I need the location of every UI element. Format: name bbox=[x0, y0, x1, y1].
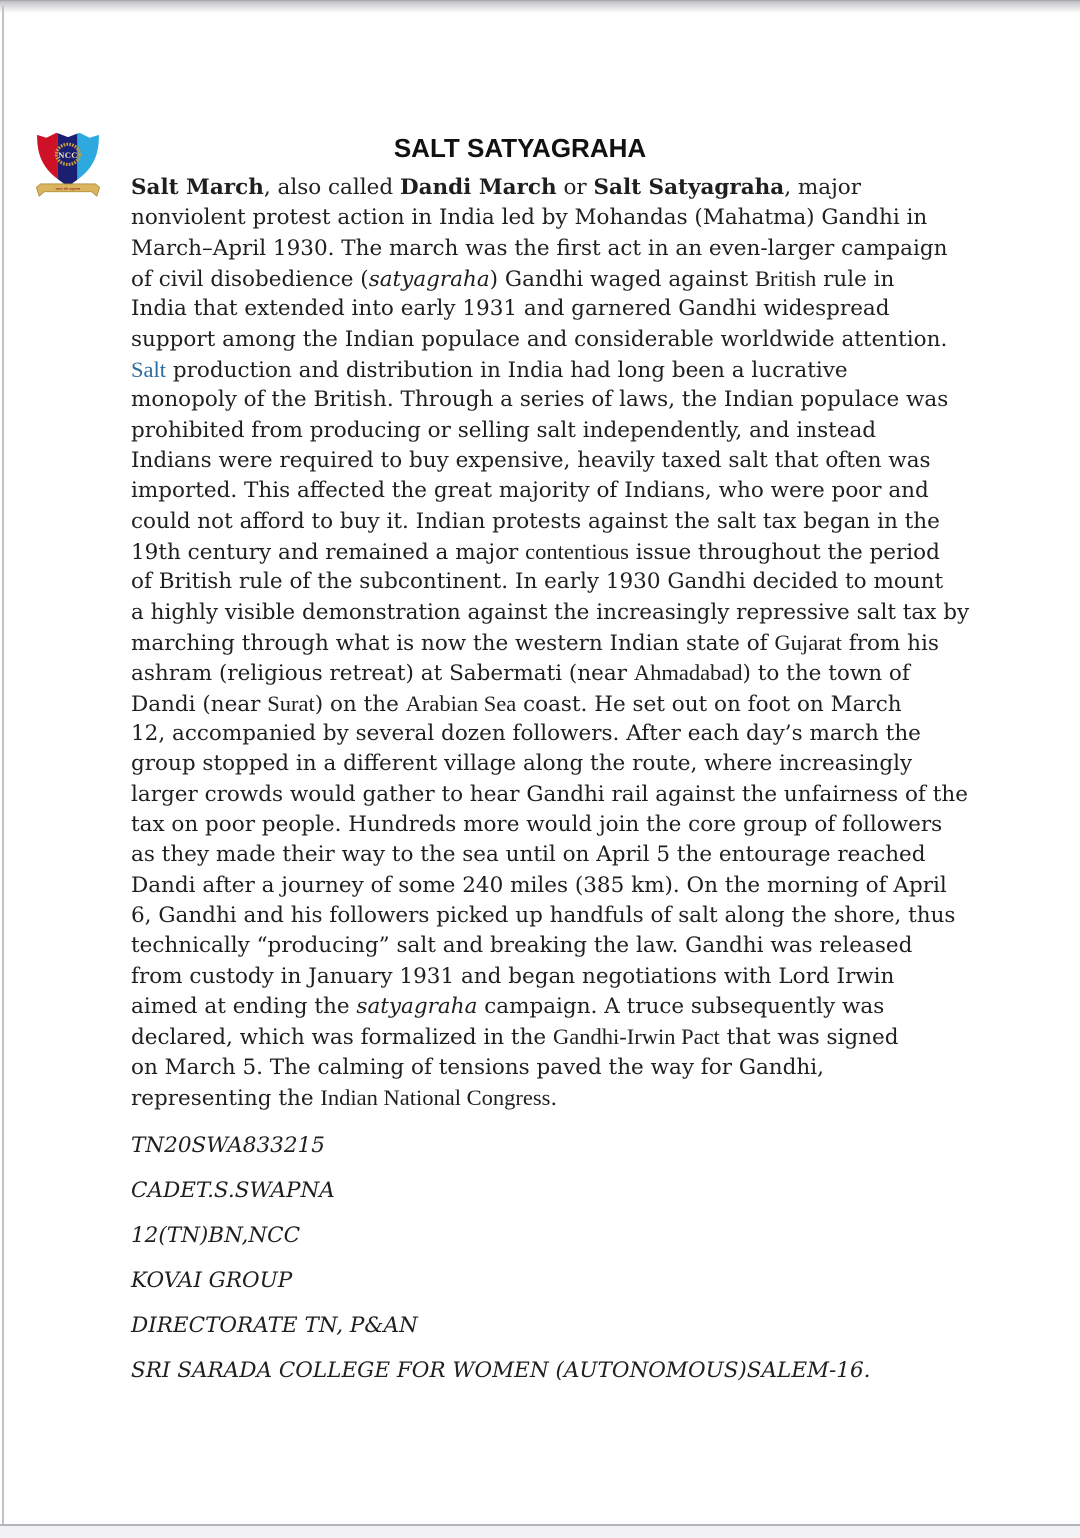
article-line bbox=[131, 931, 1061, 961]
page-top-edge bbox=[0, 0, 1080, 14]
article-line bbox=[131, 719, 1061, 749]
text-segment: Indian National Congress bbox=[320, 1084, 551, 1110]
ncc-shield bbox=[32, 127, 104, 193]
text-segment: Gujarat bbox=[774, 629, 842, 655]
article-line bbox=[131, 355, 1061, 385]
text-segment: could not afford to buy it. Indian protests against the salt tax began in the bbox=[131, 508, 940, 534]
article-line bbox=[131, 901, 1061, 931]
text-segment: ashram (religious retreat) at Sabermati (near bbox=[131, 661, 634, 687]
text-segment: or bbox=[556, 175, 594, 200]
text-segment: campaign. A truce subsequently was bbox=[477, 993, 885, 1019]
text-segment: nonviolent protest action in India led by Mohandas (Mahatma) Gandhi in bbox=[131, 205, 928, 231]
shield-red-stripe bbox=[32, 127, 58, 193]
text-segment: larger crowds would gather to hear Gandhi rail against the unfairness of the bbox=[131, 781, 968, 807]
article-line bbox=[131, 1022, 1061, 1052]
text-segment: ) to the town of bbox=[742, 661, 910, 687]
article-line bbox=[131, 689, 1061, 719]
text-segment: a highly visible demonstration against the increasingly repressive salt tax by bbox=[131, 599, 970, 625]
text-segment: tax on poor people. Hundreds more would join the core group of followers bbox=[131, 811, 943, 837]
article-line bbox=[131, 234, 1061, 264]
text-segment: rule in bbox=[816, 266, 895, 292]
text-segment: ) Gandhi waged against bbox=[489, 266, 755, 292]
text-segment: prohibited from producing or selling salt independently, and instead bbox=[131, 417, 877, 443]
article-line bbox=[131, 446, 1061, 476]
article-line bbox=[131, 537, 1061, 567]
article-line bbox=[131, 325, 1061, 355]
text-segment: declared, which was formalized in the bbox=[131, 1025, 553, 1051]
article-line bbox=[131, 658, 1061, 688]
text-segment: Ahmadabad bbox=[633, 660, 743, 686]
text-segment: coast. He set out on foot on March bbox=[516, 691, 902, 717]
text-segment: support among the Indian populace and considerable worldwide attention. bbox=[131, 326, 948, 352]
article-line bbox=[131, 476, 1061, 506]
credit-line: KOVAI GROUP bbox=[131, 1268, 293, 1293]
text-segment: Arabian Sea bbox=[405, 690, 517, 716]
text-segment: British bbox=[755, 265, 817, 291]
text-segment: , major bbox=[784, 175, 861, 200]
article-line bbox=[131, 416, 1061, 446]
text-segment: representing the bbox=[131, 1085, 321, 1111]
text-segment: contentious bbox=[525, 538, 629, 564]
text-segment: India that extended into early 1931 and garnered Gandhi widespread bbox=[131, 296, 890, 322]
text-segment: of civil disobedience ( bbox=[131, 266, 369, 292]
text-segment: Dandi after a journey of some 240 miles (385 km). On the morning of April bbox=[131, 872, 947, 898]
text-segment: 12, accompanied by several dozen followers. After each day’s march the bbox=[131, 720, 921, 746]
text-segment: from his bbox=[841, 630, 939, 656]
page-title: SALT SATYAGRAHA bbox=[393, 133, 647, 163]
article-line bbox=[131, 749, 1061, 779]
article-line bbox=[131, 840, 1061, 870]
text-segment: monopoly of the British. Through a series of laws, the Indian populace was bbox=[131, 387, 949, 413]
shield-navy-stripe bbox=[58, 127, 77, 193]
text-segment: March–April 1930. The march was the first act in an even-larger campaign bbox=[131, 235, 948, 261]
article-line bbox=[131, 962, 1061, 992]
text-segment: Surat bbox=[267, 690, 315, 716]
text-segment: , also called bbox=[263, 175, 400, 200]
article-line bbox=[131, 1083, 1061, 1113]
text-segment: technically “producing” salt and breaking the law. Gandhi was released bbox=[131, 933, 913, 959]
article-body bbox=[131, 173, 1061, 1113]
text-segment: 19th century and remained a major bbox=[131, 539, 526, 565]
text-segment: 6, Gandhi and his followers picked up handfuls of salt along the shore, thus bbox=[131, 902, 956, 928]
article-line bbox=[131, 1053, 1061, 1083]
text-segment: . bbox=[550, 1085, 558, 1111]
text-segment: Dandi March bbox=[399, 175, 557, 200]
text-segment: production and distribution in India had long been a lucrative bbox=[166, 357, 848, 383]
text-segment: Dandi (near bbox=[131, 691, 268, 717]
ncc-monogram: NCC bbox=[58, 149, 78, 160]
text-segment: as they made their way to the sea until on April 5 the entourage reached bbox=[131, 842, 926, 868]
article-line bbox=[131, 507, 1061, 537]
text-segment: imported. This affected the great majority of Indians, who were poor and bbox=[131, 478, 929, 504]
text-segment: satyagraha bbox=[368, 266, 490, 292]
article-line bbox=[131, 173, 1061, 203]
article-line bbox=[131, 385, 1061, 415]
credit-line: TN20SWA833215 bbox=[131, 1133, 325, 1158]
article-line bbox=[131, 294, 1061, 324]
text-segment: Salt March bbox=[131, 175, 264, 200]
article-line bbox=[131, 264, 1061, 294]
text-segment: ) on the bbox=[314, 691, 406, 717]
credit-line: CADET.S.SWAPNA bbox=[131, 1178, 335, 1203]
article-line bbox=[131, 628, 1061, 658]
article-line bbox=[131, 567, 1061, 597]
ncc-emblem bbox=[32, 127, 104, 199]
text-segment: Gandhi-Irwin Pact bbox=[552, 1024, 720, 1050]
credit-line: SRI SARADA COLLEGE FOR WOMEN (AUTONOMOUS)SALEM-16. bbox=[131, 1358, 871, 1383]
text-segment: issue throughout the period bbox=[628, 539, 940, 565]
credits-block bbox=[131, 1131, 1061, 1401]
text-segment: Salt Satyagraha bbox=[593, 175, 785, 200]
article-line bbox=[131, 992, 1061, 1022]
shield-sky-stripe bbox=[77, 127, 104, 193]
article-line bbox=[131, 871, 1061, 901]
credit-line: DIRECTORATE TN, P&AN bbox=[131, 1313, 418, 1338]
credit-line: 12(TN)BN,NCC bbox=[131, 1223, 301, 1248]
salt-link[interactable]: Salt bbox=[131, 356, 167, 382]
motto-ribbon-text: एकता और अनुशासन bbox=[55, 187, 81, 191]
article-line bbox=[131, 598, 1061, 628]
article-line bbox=[131, 203, 1061, 233]
article-line bbox=[131, 780, 1061, 810]
text-segment: satyagraha bbox=[356, 993, 478, 1019]
page-left-edge bbox=[2, 6, 4, 1526]
text-segment: marching through what is now the western Indian state of bbox=[131, 630, 775, 656]
text-segment: Indians were required to buy expensive, heavily taxed salt that often was bbox=[131, 447, 931, 473]
text-segment: that was signed bbox=[719, 1025, 899, 1051]
text-segment: group stopped in a different village along the route, where increasingly bbox=[131, 751, 913, 777]
text-segment: on March 5. The calming of tensions paved the way for Gandhi, bbox=[131, 1054, 824, 1080]
viewer-background-strip bbox=[0, 1526, 1080, 1538]
text-segment: aimed at ending the bbox=[131, 993, 357, 1019]
text-segment: from custody in January 1931 and began negotiations with Lord Irwin bbox=[131, 963, 895, 989]
article-line bbox=[131, 810, 1061, 840]
text-segment: of British rule of the subcontinent. In early 1930 Gandhi decided to mount bbox=[131, 569, 944, 595]
